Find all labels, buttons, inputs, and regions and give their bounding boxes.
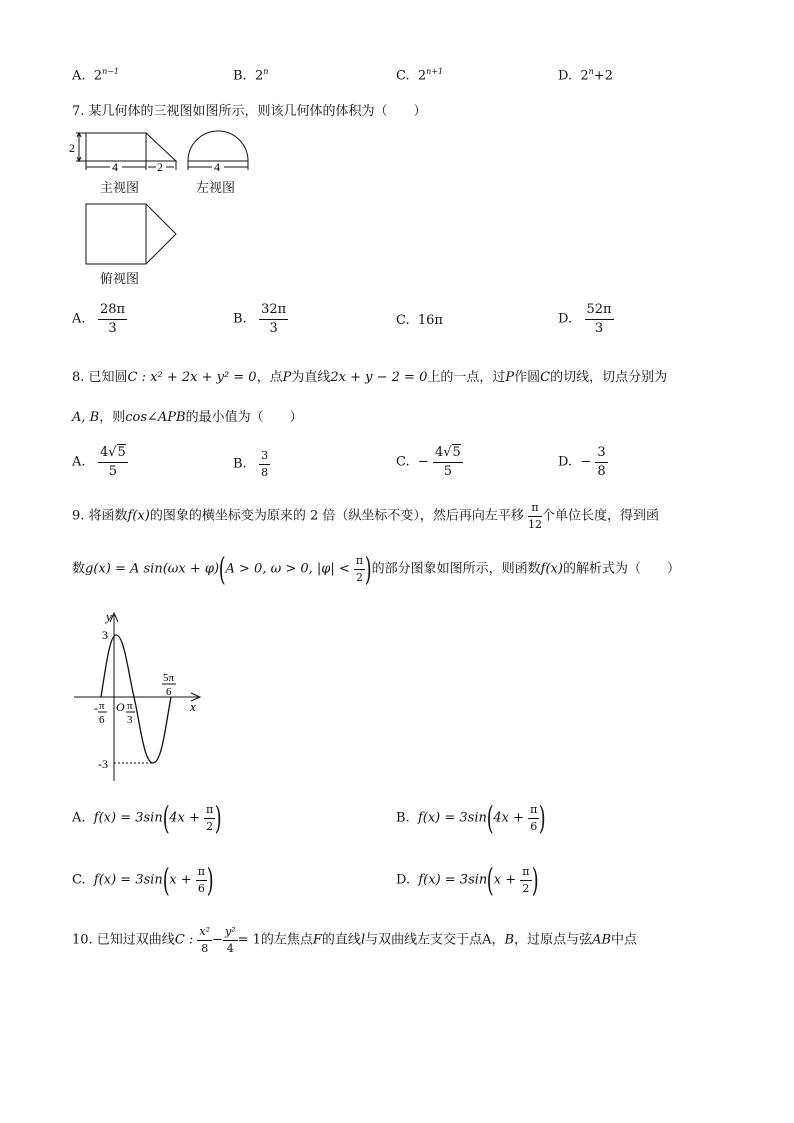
fraction: $\frac{32\pi}{3}$ (261, 302, 287, 336)
q8-option-a: A. $\frac{4√5}{5}$ (72, 445, 126, 479)
tick-left-sign: - (94, 701, 98, 715)
q8-option-b: B. $\frac{3}{8}$ (233, 449, 269, 479)
q9-stem-line1: 9. 将函数f(x)的图象的横坐标变为原来的 2 倍（纵坐标不变），然后再向左平移 $\frac{\pi}{12}$ 个单位长度，得到函 (72, 501, 660, 531)
q7-option-a: A. $\frac{28\pi}{3}$ (72, 302, 126, 336)
dim-diameter-4: 4 (214, 160, 220, 174)
q9-stem-line2: 数g(x) = A sin(ωx + φ)(A > 0, ω > 0, |φ| < $\frac{\pi}{2}$ )的部分图象如图所示，则函数f(x)的解析式为（ ） (72, 550, 680, 588)
fraction: $\frac{\pi}{6}$ (197, 864, 206, 895)
fraction: $\frac{4√5}{5}$ (434, 445, 461, 479)
tick-left-den: 6 (99, 714, 105, 726)
three-view-figure (68, 128, 258, 288)
fraction: $\frac{3}{8}$ (597, 445, 606, 479)
tick-left-num: π (99, 700, 105, 712)
top-view-caption: 俯视图 (100, 271, 140, 286)
front-view-caption: 主视图 (100, 180, 140, 195)
x-axis-label: x (190, 699, 196, 714)
tick-mid-den: 3 (127, 714, 133, 726)
q6-option-b: B. 2$^n$ (233, 67, 269, 84)
q8-stem-line1: 8. 已知圆C : x² + 2x + y² = 0，点P为直线2x + y − 2 = 0上的一点，过P作圆C的切线，切点分别为 (72, 370, 668, 385)
left-view-caption: 左视图 (196, 180, 236, 195)
sine-curve (101, 635, 171, 763)
option-label: A. (72, 68, 86, 84)
fraction: $\frac{\pi}{12}$ (528, 501, 543, 531)
tick-mid-num: π (127, 700, 133, 712)
dim-length-2: 2 (157, 160, 163, 174)
q10-stem: 10. 已知过双曲线C : $\frac{\text{x²}}{8}$ − $\frac{\text{y²}}{4}$ = 1的左焦点F的直线l与双曲线左支交于点A，B，过原点与弦AB中点 (72, 925, 638, 955)
fraction: $\frac{\text{y²}}{4}$ (224, 925, 236, 955)
dim-length-4: 4 (112, 160, 118, 174)
q8-option-d: D. − $\frac{3}{8}$ (558, 445, 606, 479)
fraction: $\frac{3}{8}$ (261, 449, 269, 479)
fraction: $\frac{\pi}{2}$ (205, 802, 214, 833)
fraction: $\frac{52\pi}{3}$ (586, 302, 612, 336)
fraction: $\frac{\pi}{2}$ (522, 864, 530, 895)
fraction: $\frac{\text{x²}}{8}$ (199, 925, 211, 955)
q7-option-c: C. 16π (396, 313, 443, 328)
y-axis-label: y (106, 609, 112, 624)
q9-option-a: A. f(x) = 3sin(4x + $\frac{\pi}{2}$ ) (72, 799, 222, 837)
q9-option-b: B. f(x) = 3sin(4x + $\frac{\pi}{6}$ ) (396, 799, 547, 837)
origin-label: O (116, 700, 125, 714)
fraction: $\frac{\pi}{2}$ (355, 553, 364, 584)
q7-option-d: D. $\frac{52\pi}{3}$ (558, 302, 612, 336)
q9-option-c: C. f(x) = 3sin(x + $\frac{\pi}{6}$ ) (72, 861, 214, 899)
fraction: $\frac{28\pi}{3}$ (99, 302, 126, 336)
q8-option-c: C. − $\frac{4√5}{5}$ (396, 445, 461, 479)
top-view (86, 204, 176, 264)
q6-option-c: C. $2^{n+1}$ (396, 67, 444, 84)
fraction: $\frac{4√5}{5}$ (99, 445, 126, 479)
tick-right-num: 5π (163, 672, 175, 684)
q6-option-d: D. $2^n+2$ (558, 67, 613, 84)
fraction: $\frac{\pi}{6}$ (530, 802, 538, 833)
q6-option-a: A. $2^{n-1}$ (72, 67, 120, 84)
y-max-label: 3 (102, 628, 108, 642)
dim-height-2: 2 (69, 141, 75, 155)
q7-option-b: B. $\frac{32\pi}{3}$ (233, 302, 287, 336)
sine-graph (70, 605, 210, 785)
q7-stem: 7. 某几何体的三视图如图所示，则该几何体的体积为（ ） (72, 104, 427, 119)
y-min-label: -3 (98, 757, 108, 771)
tick-right-den: 6 (166, 686, 172, 698)
q9-option-d: D. f(x) = 3sin(x + $\frac{\pi}{2}$ ) (396, 861, 539, 899)
q8-stem-line2: A, B，则cos∠APB的最小值为（ ） (72, 410, 303, 425)
